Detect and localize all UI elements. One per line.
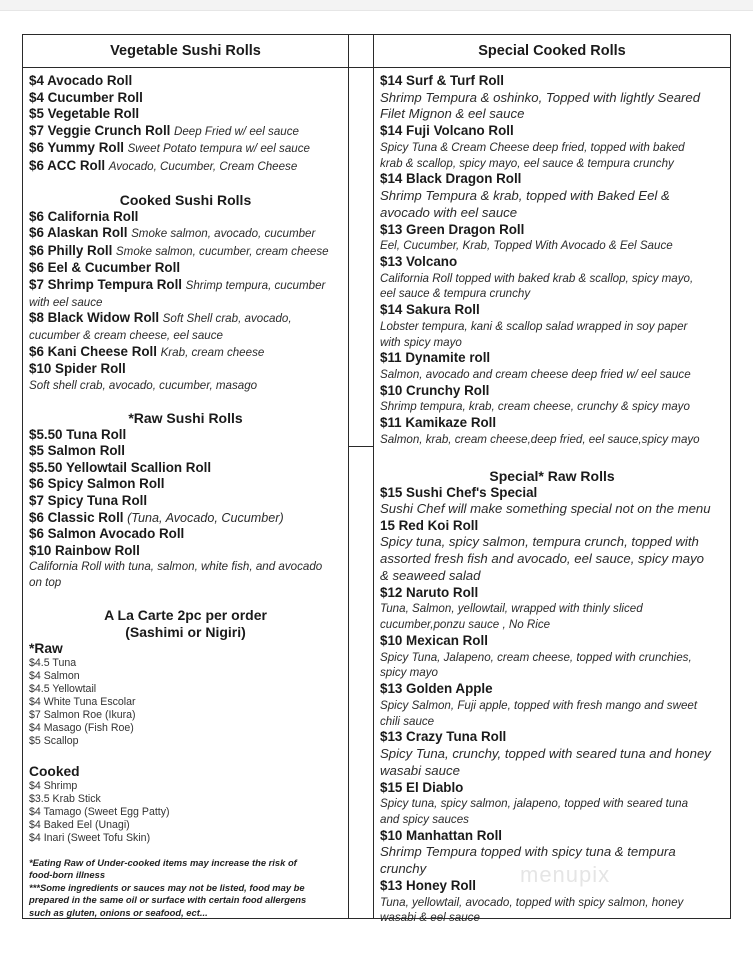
item-name: $5.50 Tuna Roll <box>29 426 127 442</box>
menu-item <box>29 260 342 277</box>
item-description: eel sauce & tempura crunchy <box>380 287 531 301</box>
menu-item <box>380 485 724 502</box>
a-la-carte-title: A La Carte 2pc per order <box>104 607 267 624</box>
menu-item <box>29 476 342 493</box>
rainbow-description: on top <box>29 576 62 590</box>
item-description: Soft Shell crab, avocado, <box>162 312 292 326</box>
watermark: menupix <box>520 862 611 887</box>
item-name: $10 Manhattan Roll <box>380 827 503 843</box>
spacer <box>29 394 342 410</box>
item-name: $7 Spicy Tuna Roll <box>29 493 148 509</box>
item-name: $6 Philly Roll <box>29 242 113 258</box>
item-name: $10 Crunchy Roll <box>380 382 490 398</box>
menu-item <box>29 90 342 107</box>
menu-item <box>380 780 724 797</box>
menu-item <box>29 510 342 527</box>
item-name: 15 Red Koi Roll <box>380 517 479 533</box>
menu-item <box>380 73 724 90</box>
item-description: California Roll topped with baked krab & scallop, spicy mayo, <box>380 271 694 285</box>
menu-item <box>29 243 342 261</box>
spacer <box>29 176 342 192</box>
a-la-carte-item: $4 Masago (Fish Roe) <box>29 722 134 735</box>
a-la-carte-title: (Sashimi or Nigiri) <box>125 624 246 641</box>
menu-item <box>380 254 724 271</box>
item-name: $10 Mexican Roll <box>380 633 488 649</box>
item-name: $15 El Diablo <box>380 779 464 795</box>
allergy-note: such as gluten, onions or seafood, ect... <box>29 906 208 918</box>
item-description: Spicy Tuna, Jalapeno, cream cheese, topped with crunchies, <box>380 650 692 664</box>
menu-item <box>29 543 342 560</box>
item-description: avocado with eel sauce <box>380 204 518 220</box>
top-bar <box>0 0 753 11</box>
item-name: $11 Dynamite roll <box>380 350 491 366</box>
menu-item <box>29 123 342 141</box>
item-description: Spicy tuna, spicy salmon, jalapeno, topped with seared tuna <box>380 797 689 811</box>
item-name: $5 Vegetable Roll <box>29 106 140 122</box>
menu-item <box>380 518 724 535</box>
item-description: Tuna, yellowtail, avocado, topped with spicy salmon, honey <box>380 895 684 909</box>
item-name: $12 Naruto Roll <box>380 584 479 600</box>
menu-item <box>29 361 342 378</box>
item-name: $13 Crazy Tuna Roll <box>380 729 507 745</box>
item-name: $5 Salmon Roll <box>29 443 125 459</box>
item-description: Smoke salmon, cucumber, cream cheese <box>115 244 329 258</box>
item-name: $15 Sushi Chef's Special <box>380 484 538 500</box>
item-description: Shrimp tempura, krab, cream cheese, crunchy & spicy mayo <box>380 400 690 414</box>
middle-divider-bottom <box>349 446 374 447</box>
a-la-carte-item: $4 Salmon <box>29 670 80 683</box>
vegetable-rolls-header: Vegetable Sushi Rolls <box>23 35 348 68</box>
item-name: $4 Avocado Roll <box>29 73 133 88</box>
item-description: wasabi sauce <box>380 762 460 778</box>
item-description-cont: with eel sauce <box>29 295 103 309</box>
a-la-carte-item: $4 Tamago (Sweet Egg Patty) <box>29 806 170 819</box>
menu-item <box>29 158 342 176</box>
item-name: $7 Veggie Crunch Roll <box>29 122 171 138</box>
item-description: Deep Fried w/ eel sauce <box>173 124 299 138</box>
middle-spacer-column <box>349 34 374 919</box>
menu-item <box>29 344 342 362</box>
item-name: $13 Volcano <box>380 253 458 269</box>
item-name: $6 Spicy Salmon Roll <box>29 476 165 492</box>
a-la-carte-raw-label: *Raw <box>29 641 63 657</box>
a-la-carte-item: $5 Scallop <box>29 735 79 748</box>
allergy-note: ***Some ingredients or sauces may not be listed, food may be <box>29 881 305 893</box>
item-description: Spicy Salmon, Fuji apple, topped with fresh mango and sweet <box>380 698 698 712</box>
item-description: assorted fresh fish and avocado, eel sauce, spicy mayo <box>380 551 705 567</box>
cooked-sushi-rolls-title: Cooked Sushi Rolls <box>119 191 252 208</box>
menu-item <box>29 526 342 543</box>
allergy-note: *Eating Raw of Under-cooked items may increase the risk of <box>29 857 297 869</box>
menu-item <box>380 828 724 845</box>
item-name: $14 Surf & Turf Roll <box>380 73 505 88</box>
item-description: Sweet Potato tempura w/ eel sauce <box>127 142 310 156</box>
menu-item <box>380 222 724 239</box>
menu-item <box>29 310 342 328</box>
item-name: $7 Shrimp Tempura Roll <box>29 276 183 292</box>
special-cooked-rolls-header: Special Cooked Rolls <box>374 35 730 68</box>
item-description: & seaweed salad <box>380 568 481 584</box>
menu-item <box>29 73 342 90</box>
menu-item <box>29 460 342 477</box>
item-description: Shrimp tempura, cucumber <box>185 278 326 292</box>
item-description-cont: cucumber & cream cheese, eel sauce <box>29 328 223 342</box>
menu-item <box>380 415 724 432</box>
menu-item <box>380 729 724 746</box>
item-name: $13 Golden Apple <box>380 681 493 697</box>
item-description: Avocado, Cucumber, Cream Cheese <box>108 159 298 173</box>
menu-item <box>380 383 724 400</box>
spacer <box>29 845 342 857</box>
item-name: $6 Alaskan Roll <box>29 225 128 241</box>
allergy-note: prepared in the same oil or surface with certain food allergens <box>29 894 307 906</box>
right-menu-body <box>374 68 730 926</box>
a-la-carte-item: $4.5 Yellowtail <box>29 683 97 696</box>
item-name: $14 Sakura Roll <box>380 302 480 318</box>
item-name: $6 Yummy Roll <box>29 140 125 156</box>
a-la-carte-item: $4 Inari (Sweet Tofu Skin) <box>29 832 151 845</box>
menu-item <box>29 493 342 510</box>
item-description: with spicy mayo <box>380 335 462 349</box>
spacer <box>380 448 724 468</box>
item-description: spicy mayo <box>380 666 438 680</box>
a-la-carte-cooked-label: Cooked <box>29 764 80 780</box>
item-name: $6 California Roll <box>29 208 139 224</box>
item-name: $4 Cucumber Roll <box>29 89 143 105</box>
item-description: and spicy sauces <box>380 813 469 827</box>
item-name: $11 Kamikaze Roll <box>380 415 497 431</box>
menu-item <box>380 302 724 319</box>
menu-item <box>380 123 724 140</box>
item-description: Lobster tempura, kani & scallop salad wrapped in soy paper <box>380 319 688 333</box>
item-description: Spicy Tuna, crunchy, topped with seared tuna and honey <box>380 746 711 762</box>
a-la-carte-item: $4 White Tuna Escolar <box>29 696 136 709</box>
item-description: Shrimp Tempura & oshinko, Topped with lightly Seared <box>380 89 701 105</box>
item-description: (Tuna, Avocado, Cucumber) <box>127 510 284 525</box>
item-description-cont: Soft shell crab, avocado, cucumber, masago <box>29 378 258 392</box>
left-menu-column <box>22 34 349 919</box>
middle-divider-top <box>349 67 374 68</box>
item-description: Smoke salmon, avocado, cucumber <box>131 227 316 241</box>
item-description: Shrimp Tempura topped with spicy tuna & tempura <box>380 844 676 860</box>
menu-item <box>380 585 724 602</box>
item-name: $14 Black Dragon Roll <box>380 171 522 187</box>
item-name: $6 Salmon Avocado Roll <box>29 526 185 542</box>
a-la-carte-item: $4 Shrimp <box>29 780 78 793</box>
item-name: $10 Spider Roll <box>29 361 126 377</box>
a-la-carte-item: $7 Salmon Roe (Ikura) <box>29 709 136 722</box>
item-name: $14 Fuji Volcano Roll <box>380 123 514 139</box>
menu-item <box>29 277 342 295</box>
menu-item <box>29 225 342 243</box>
menu-item <box>380 633 724 650</box>
menu-item <box>29 209 342 226</box>
item-description: Krab, cream cheese <box>160 345 265 359</box>
item-description: cucumber,ponzu sauce , No Rice <box>380 618 551 632</box>
item-name: $10 Rainbow Roll <box>29 542 140 558</box>
item-name: $6 Classic Roll <box>29 509 124 525</box>
allergy-note: food-born illness <box>29 869 106 881</box>
item-name: $13 Honey Roll <box>380 878 476 893</box>
item-name: $6 ACC Roll <box>29 157 106 173</box>
item-name: $5.50 Yellowtail Scallion Roll <box>29 459 212 475</box>
left-menu-body <box>23 68 348 919</box>
a-la-carte-item: $3.5 Krab Stick <box>29 793 101 806</box>
item-description: Tuna, Salmon, yellowtail, wrapped with thinly sliced <box>380 602 643 616</box>
spacer <box>29 748 342 764</box>
item-description: Spicy tuna, spicy salmon, tempura crunch, topped with <box>380 534 699 550</box>
menu-item <box>29 443 342 460</box>
a-la-carte-item: $4 Baked Eel (Unagi) <box>29 819 130 832</box>
rainbow-description: California Roll with tuna, salmon, white fish, and avocado <box>29 560 323 574</box>
a-la-carte-item: $4.5 Tuna <box>29 657 77 670</box>
item-description: Filet Mignon & eel sauce <box>380 106 525 122</box>
item-description: Eel, Cucumber, Krab, Topped With Avocado & Eel Sauce <box>380 239 673 253</box>
item-description: Spicy Tuna & Cream Cheese deep fried, topped with baked <box>380 140 685 154</box>
menu-item <box>380 681 724 698</box>
menu-item <box>380 171 724 188</box>
item-description: crunchy <box>380 861 427 877</box>
menu-item <box>380 350 724 367</box>
item-name: $8 Black Widow Roll <box>29 310 160 326</box>
item-description: chili sauce <box>380 714 435 728</box>
item-description: krab & scallop, spicy mayo, eel sauce & tempura crunchy <box>380 156 674 170</box>
raw-sushi-rolls-title: *Raw Sushi Rolls <box>128 409 243 426</box>
item-description: wasabi & eel sauce <box>380 911 480 925</box>
item-description: Shrimp Tempura & krab, topped with Baked Eel & <box>380 187 670 203</box>
item-description: Salmon, krab, cream cheese,deep fried, eel sauce,spicy mayo <box>380 432 700 446</box>
menu-item <box>29 140 342 158</box>
spacer <box>29 591 342 607</box>
item-name: $6 Kani Cheese Roll <box>29 343 158 359</box>
menu-item <box>29 427 342 444</box>
special-raw-rolls-title: Special* Raw Rolls <box>489 467 615 484</box>
right-menu-column <box>373 34 731 925</box>
item-name: $6 Eel & Cucumber Roll <box>29 260 181 276</box>
item-description: Sushi Chef will make something special not on the menu <box>380 501 711 517</box>
menu-item <box>29 106 342 123</box>
item-name: $13 Green Dragon Roll <box>380 221 525 237</box>
item-description: Salmon, avocado and cream cheese deep fried w/ eel sauce <box>380 367 691 381</box>
